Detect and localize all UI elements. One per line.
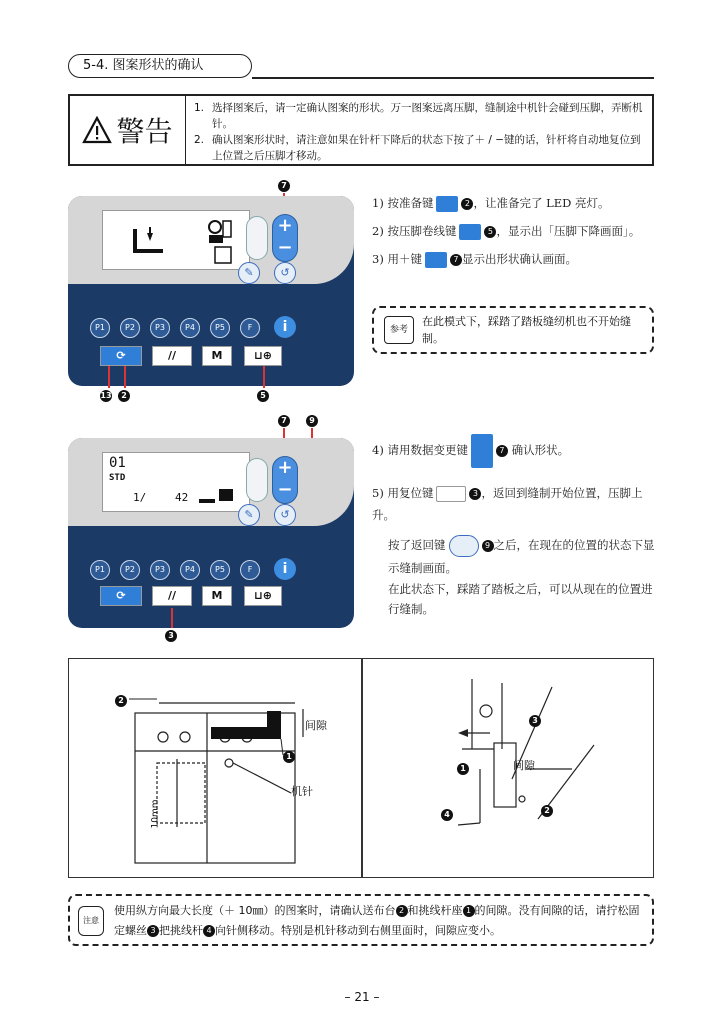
- step-5-note: 在此状态下，踩踏了踏板之后，可以从现在的位置进行缝制。: [388, 582, 653, 616]
- p5-button[interactable]: P5: [210, 318, 230, 338]
- warning-item: [194, 132, 644, 164]
- feed-plate-diagram: [69, 659, 361, 877]
- needle-label: 机针: [291, 785, 313, 798]
- reset-key-icon: [436, 486, 466, 502]
- edit-button[interactable]: ✎: [238, 262, 260, 284]
- step-2: 2) 按压脚卷线键 5 ，显示出「压脚下降画面」。: [372, 224, 641, 238]
- presser-state-icon: [197, 487, 237, 509]
- p1-button[interactable]: P1: [90, 318, 110, 338]
- warning-label: 警告: [116, 115, 173, 148]
- callout-arrow: [171, 608, 173, 628]
- page-number: – 21 –: [344, 990, 380, 1004]
- data-change-up-down-keys[interactable]: [246, 458, 268, 502]
- std-label: STD: [109, 473, 126, 483]
- callout-13: 13: [100, 391, 112, 400]
- plus-minus-keys[interactable]: + −: [272, 214, 298, 262]
- warning-item-text: 确认图案形状时，请注意如果在针杆下降后的状态下按了＋ / −键的话，针杆将自动地复位到上位置之后压脚才移动。: [212, 134, 641, 162]
- caution-box: [68, 894, 654, 946]
- callout-7: 7: [278, 180, 290, 192]
- callout-3: 3: [529, 715, 541, 727]
- callout-arrow: [108, 366, 110, 388]
- warning-item-text: 选择图案后，请一定确认图案的形状。万一图案远离压脚，缝制途中机针会碰到压脚，弄断机针。: [212, 102, 643, 130]
- return-button[interactable]: ↺: [274, 504, 296, 526]
- presser-winder-key[interactable]: ⊔⊕: [244, 346, 282, 366]
- callout-1: 1: [457, 763, 469, 775]
- stitch-count: 1/: [133, 491, 147, 504]
- dimension-label: 10mm: [150, 799, 161, 829]
- steps-group-2: [372, 434, 658, 619]
- warning-item: [194, 100, 644, 132]
- return-key-icon: [449, 535, 479, 557]
- reset-key[interactable]: //: [152, 586, 192, 606]
- warning-text: [186, 96, 652, 164]
- p4-button[interactable]: P4: [180, 318, 200, 338]
- gap-figure: [68, 658, 654, 878]
- thread-take-up-diagram: [362, 659, 654, 877]
- p3-button[interactable]: P3: [150, 318, 170, 338]
- data-change-up-down-keys[interactable]: [246, 216, 268, 260]
- callout-2: 2: [115, 695, 127, 707]
- callout-7: 7: [278, 415, 290, 427]
- warning-header: [70, 96, 186, 164]
- warning-item-number: 1.: [194, 102, 205, 114]
- section-rule: [252, 77, 654, 79]
- step-3: 3) 用＋键 7 显示出形状确认画面。: [372, 252, 577, 266]
- ready-key[interactable]: ⟳: [100, 346, 142, 366]
- step-1: 1) 按准备键 2 ，让准备完了 LED 亮灯。: [372, 196, 610, 210]
- reference-icon: 参考: [384, 316, 414, 344]
- p4-button[interactable]: P4: [180, 560, 200, 580]
- step-5-return: 按了返回键 9 之后，在现在的位置的状态下显示缝制画面。: [372, 534, 658, 579]
- p5-button[interactable]: P5: [210, 560, 230, 580]
- callout-2: 2: [118, 390, 130, 402]
- note-text: 在此模式下，踩踏了踏板缝纫机也不开始缝制。: [422, 315, 631, 345]
- mode-key[interactable]: M: [202, 586, 232, 606]
- plus-minus-keys[interactable]: + −: [272, 456, 298, 504]
- ready-key[interactable]: ⟳: [100, 586, 142, 606]
- warning-item-number: 2.: [194, 134, 205, 146]
- caution-text: 使用纵方向最大长度（＋ 10㎜）的图案时，请确认送布台 2 和挑线杆座 1 的间隙。没有间隙的话，请拧松固定螺丝 3 把挑线杆 4 向针侧移动。特别是机针移动到右侧里面时，间隙应变小。: [114, 904, 640, 937]
- p2-button[interactable]: P2: [120, 318, 140, 338]
- f-button[interactable]: F: [240, 560, 260, 580]
- p3-button[interactable]: P3: [150, 560, 170, 580]
- warning-box: [68, 94, 654, 166]
- plus-key-icon: [425, 252, 447, 268]
- lcd-screen: [102, 452, 250, 512]
- caution-icon: 注意: [78, 906, 104, 936]
- gap-label: 间隙: [513, 759, 535, 772]
- step-4: 4) 请用数据变更键 7 确认形状。: [372, 434, 658, 468]
- step-5: 5) 用复位键 3 ，返回到缝制开始位置，压脚上升。: [372, 486, 643, 522]
- lcd-screen: [102, 210, 250, 270]
- operation-panel-1: [68, 196, 354, 386]
- callout-4: 4: [441, 809, 453, 821]
- edit-button[interactable]: ✎: [238, 504, 260, 526]
- steps-group-1: [372, 192, 658, 270]
- return-button[interactable]: ↺: [274, 262, 296, 284]
- p2-button[interactable]: P2: [120, 560, 140, 580]
- reset-key[interactable]: //: [152, 346, 192, 366]
- pattern-number: 01: [109, 455, 126, 471]
- callout-9: 9: [306, 415, 318, 427]
- presser-winder-key-icon: [459, 224, 481, 240]
- note-box: [372, 306, 654, 354]
- callout-5: 5: [257, 390, 269, 402]
- section-title: 5-4. 图案形状的确认: [68, 54, 252, 78]
- p1-button[interactable]: P1: [90, 560, 110, 580]
- callout-arrow: [263, 366, 265, 388]
- info-button[interactable]: i: [274, 558, 296, 580]
- info-button[interactable]: i: [274, 316, 296, 338]
- presser-winder-key[interactable]: ⊔⊕: [244, 586, 282, 606]
- callout-2: 2: [541, 805, 553, 817]
- stitch-total: 42: [175, 491, 189, 504]
- ready-key-icon: [436, 196, 458, 212]
- f-button[interactable]: F: [240, 318, 260, 338]
- presser-foot-down-icon: [103, 211, 251, 271]
- callout-3: 3: [165, 630, 177, 642]
- operation-panel-2: [68, 438, 354, 628]
- mode-key[interactable]: M: [202, 346, 232, 366]
- gap-label: 间隙: [305, 719, 327, 732]
- data-change-key-icon: [471, 434, 493, 468]
- callout-1: 1: [283, 751, 295, 763]
- warning-triangle-icon: [82, 116, 112, 144]
- callout-arrow: [124, 366, 126, 388]
